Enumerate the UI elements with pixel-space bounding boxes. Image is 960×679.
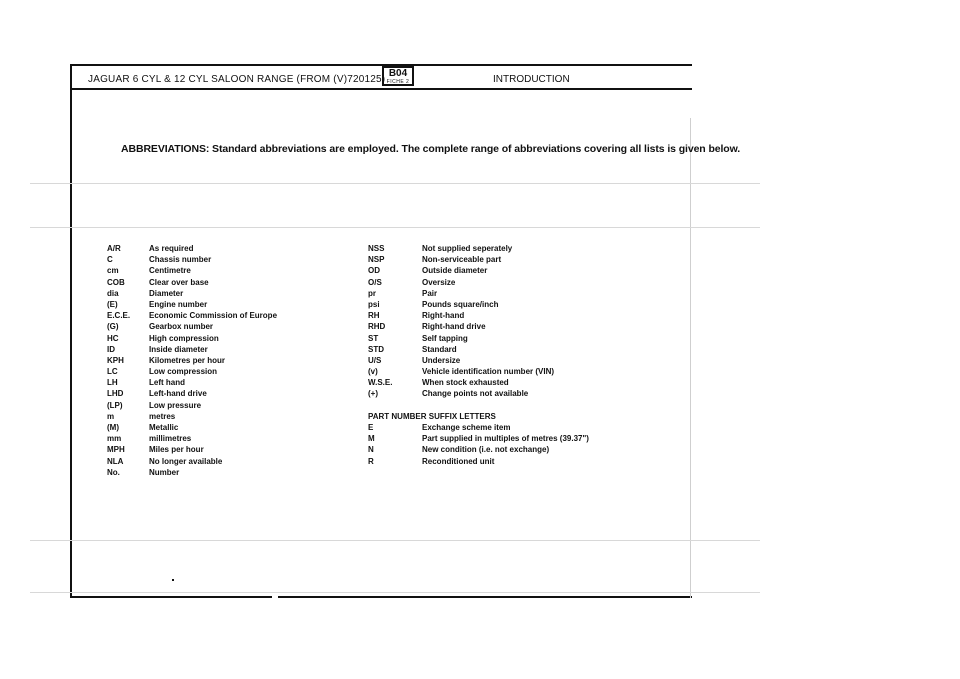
abbreviation: psi [368,299,380,309]
abbreviation: STD [368,344,384,354]
abbreviation-meaning: Right-hand [422,311,465,321]
abbreviation: A/R [107,244,121,253]
abbreviation: (G) [107,322,119,332]
frame-right-border [690,118,691,598]
abbreviation: pr [368,288,376,298]
list-item [107,277,277,288]
abbreviation-meaning: Number [149,467,180,477]
spacer [368,400,589,411]
list-item [368,444,589,455]
abbreviation: mm [107,434,122,444]
list-item [107,254,277,265]
fiche-sub: FICHE 2 [386,79,410,85]
abbreviation-meaning: Pounds square/inch [422,299,499,309]
list-item [368,377,589,388]
list-item [107,422,277,433]
list-item [368,254,589,265]
abbreviations-intro: ABBREVIATIONS: Standard abbreviations are employed. The complete range of abbreviations covering all lists is given below. [121,143,741,155]
fiche-box [382,66,414,86]
list-item [107,366,277,377]
list-item [107,388,277,399]
abbreviation: ID [107,344,115,354]
header-section: INTRODUCTION [493,74,570,85]
abbreviation: C [107,255,113,265]
abbreviation: No. [107,467,120,477]
abbreviation-meaning: Undersize [422,355,461,365]
right-abbreviation-list [368,243,589,467]
list-item [107,243,277,254]
frame-bottom-rule-right [278,596,692,598]
header-bottom-rule [70,88,692,90]
abbreviation-meaning: Left-hand drive [149,389,207,399]
header-title: JAGUAR 6 CYL & 12 CYL SALOON RANGE (FROM (V)720125) [88,74,386,85]
abbreviation-meaning: Engine number [149,299,208,309]
fiche-code: B04 [388,68,408,79]
abbreviation-meaning: Inside diameter [149,344,208,354]
suffix-meaning: Part supplied in multiples of metres (39.37") [422,434,589,444]
abbreviation-meaning: Low pressure [149,400,202,410]
frame-left-border [70,64,72,598]
abbreviation: NLA [107,456,124,466]
abbreviation-meaning: Non-serviceable part [422,255,502,265]
abbreviation-meaning: Clear over base [149,277,209,287]
list-item [107,265,277,276]
suffix-letters-heading: PART NUMBER SUFFIX LETTERS [368,411,496,421]
abbreviation-meaning: Centimetre [149,266,191,276]
abbreviation: W.S.E. [368,378,393,388]
suffix-meaning: New condition (i.e. not exchange) [422,445,550,455]
list-item [368,366,589,377]
list-item [107,344,277,355]
abbreviation-meaning: Standard [422,344,457,354]
abbreviation-meaning: Pair [422,288,438,298]
scan-line [30,183,760,184]
abbreviation-meaning: Right-hand drive [422,322,486,332]
list-item [107,444,277,455]
abbreviation-meaning: Diameter [149,288,184,298]
abbreviation-meaning: Economic Commission of Europe [149,311,278,321]
abbreviation: RHD [368,322,386,332]
abbreviation-meaning: Chassis number [149,255,212,265]
suffix-meaning: Exchange scheme item [422,423,511,432]
suffix-letter: N [368,445,374,455]
abbreviation: MPH [107,445,125,455]
list-item [368,243,589,254]
list-item [368,433,589,444]
abbreviation: NSP [368,255,385,265]
list-item [107,299,277,310]
list-item [368,277,589,288]
list-item [107,310,277,321]
abbreviation: dia [107,288,119,298]
abbreviation: LC [107,367,118,377]
abbreviation-meaning: metres [149,411,176,421]
scan-line [30,540,760,541]
abbreviation-meaning: Outside diameter [422,266,488,276]
list-item [107,288,277,299]
list-item [368,344,589,355]
abbreviation-meaning: Change points not available [422,389,529,399]
suffix-letter: M [368,434,375,444]
abbreviation-meaning: Self tapping [422,333,468,343]
abbreviation: HC [107,333,119,343]
suffix-meaning: Reconditioned unit [422,456,495,466]
list-item [368,288,589,299]
list-item [107,321,277,332]
abbreviation: U/S [368,355,382,365]
left-abbreviation-list [107,243,277,478]
suffix-letter: R [368,456,374,466]
frame-bottom-rule-left [70,596,272,598]
abbreviation-meaning: No longer available [149,456,223,466]
scan-line [30,592,760,593]
abbreviation: COB [107,277,125,287]
abbreviation-meaning: Low compression [149,367,218,377]
abbreviation: (+) [368,389,378,399]
list-item [368,265,589,276]
abbreviation-meaning: Metallic [149,423,179,432]
scan-speck [172,579,174,581]
abbreviation-meaning: Left hand [149,378,185,388]
list-item [107,467,277,478]
list-item [107,433,277,444]
list-item [107,377,277,388]
header-top-rule [70,64,692,66]
abbreviation: E.C.E. [107,311,131,321]
list-item [107,456,277,467]
abbreviation: (E) [107,299,118,309]
abbreviation: m [107,411,115,421]
abbreviation-meaning: When stock exhausted [422,378,509,388]
abbreviation: LHD [107,389,124,399]
abbreviation-meaning: Kilometres per hour [149,355,226,365]
list-item [107,333,277,344]
abbreviation: LH [107,378,118,388]
abbreviation-meaning: Gearbox number [149,322,214,332]
abbreviation: KPH [107,355,124,365]
abbreviation-meaning: Miles per hour [149,445,204,455]
list-item [368,310,589,321]
abbreviation: (LP) [107,400,123,410]
suffix-letter: E [368,423,374,432]
list-item [368,388,589,399]
abbreviation-meaning: High compression [149,333,219,343]
list-item [107,400,277,411]
abbreviation-meaning: Vehicle identification number (VIN) [422,367,555,377]
abbreviation: cm [107,266,119,276]
scan-line [30,227,760,228]
abbreviation-meaning: millimetres [149,434,192,444]
abbreviation: OD [368,266,380,276]
abbreviation: O/S [368,277,382,287]
abbreviation: ST [368,333,379,343]
list-item [368,456,589,467]
abbreviation-meaning: Not supplied seperately [422,244,513,253]
list-item [368,355,589,366]
list-item [368,321,589,332]
abbreviation: NSS [368,244,385,253]
list-item [368,422,589,433]
abbreviation: RH [368,311,380,321]
abbreviation: (M) [107,423,119,432]
list-item [107,411,277,422]
list-item [107,355,277,366]
abbreviation: (v) [368,367,378,377]
abbreviation-meaning: As required [149,244,194,253]
list-item [368,333,589,344]
abbreviation-meaning: Oversize [422,277,456,287]
list-item [368,299,589,310]
